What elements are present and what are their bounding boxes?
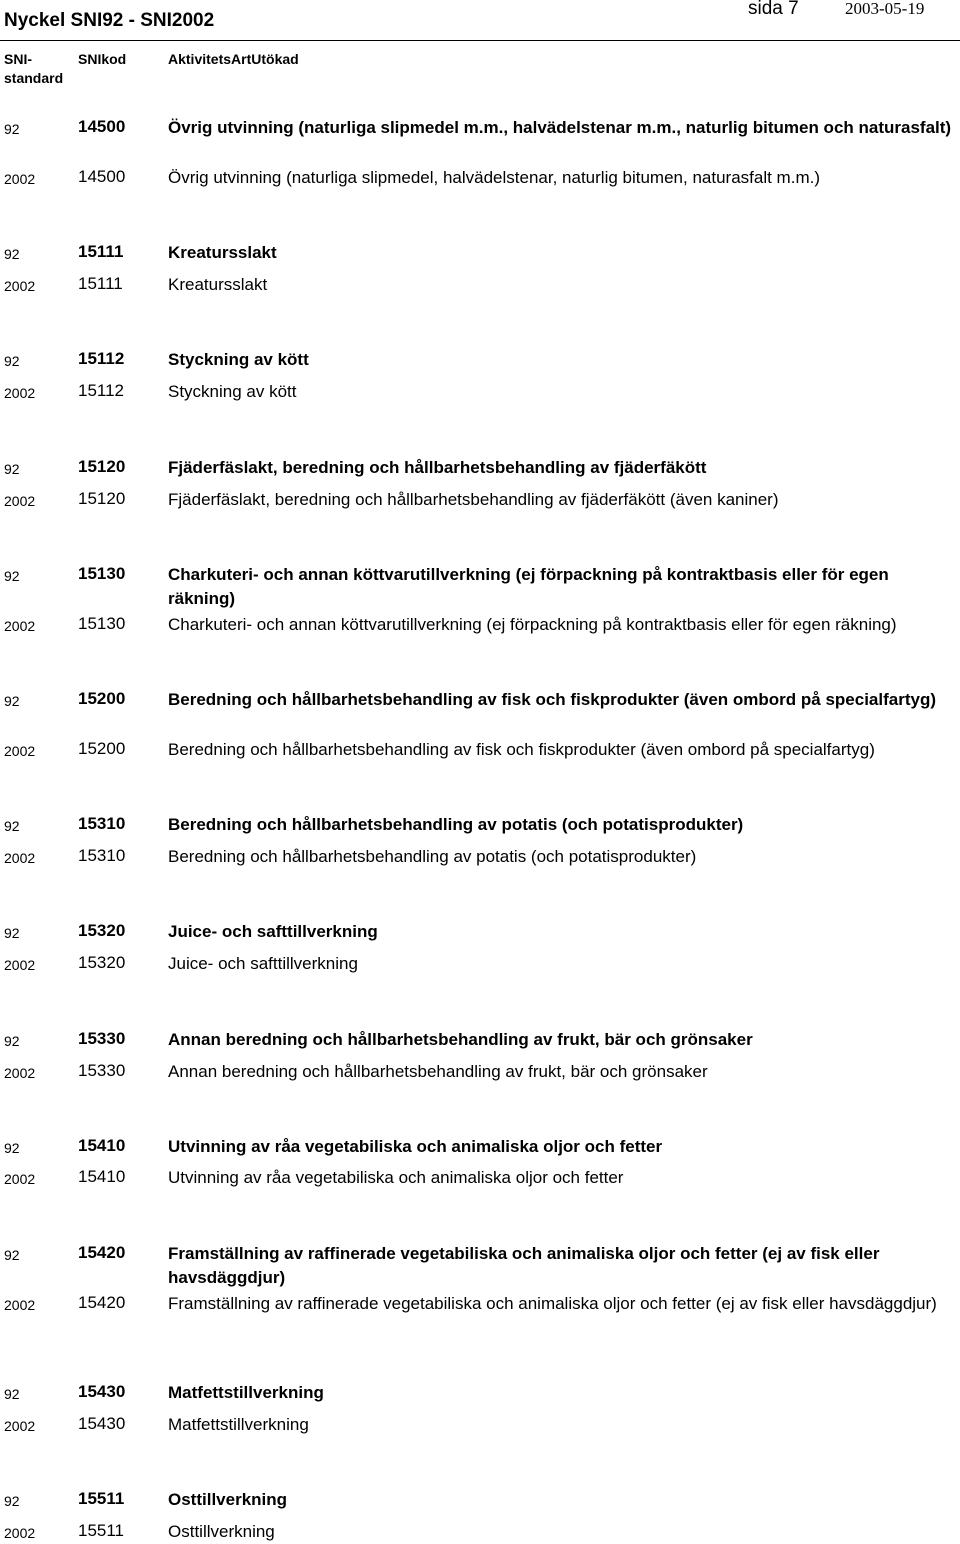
standard-cell: 92 (4, 818, 20, 834)
standard-cell: 2002 (4, 618, 36, 634)
column-header-standard: SNI-standard (4, 51, 64, 86)
standard-cell: 2002 (4, 1065, 36, 1081)
code-cell: 14500 (78, 117, 126, 136)
activity-cell: Framställning av raffinerade vegetabiliska och animaliska oljor och fetter (ej av fisk eller havsdäggdjur) (168, 1244, 880, 1287)
code-cell: 15200 (78, 689, 126, 708)
code-cell: 15130 (78, 614, 126, 633)
standard-cell: 92 (4, 1386, 20, 1402)
standard-cell: 92 (4, 1033, 20, 1049)
standard-cell: 2002 (4, 1171, 36, 1187)
activity-cell: Beredning och hållbarhetsbehandling av fisk och fiskprodukter (även ombord på specialfartyg) (168, 690, 936, 709)
standard-cell: 92 (4, 353, 20, 369)
standard-cell: 92 (4, 246, 20, 262)
standard-cell: 2002 (4, 957, 36, 973)
standard-cell: 2002 (4, 385, 36, 401)
activity-cell: Charkuteri- och annan köttvarutillverkning (ej förpackning på kontraktbasis eller för egen räkning) (168, 565, 889, 608)
activity-cell: Matfettstillverkning (168, 1383, 324, 1402)
code-cell: 15430 (78, 1414, 126, 1433)
standard-cell: 92 (4, 1493, 20, 1509)
document-date: 2003-05-19 (845, 0, 925, 18)
code-cell: 15111 (78, 274, 123, 293)
standard-cell: 92 (4, 461, 20, 477)
activity-cell: Utvinning av råa vegetabiliska och animaliska oljor och fetter (168, 1168, 624, 1187)
document-title: Nyckel SNI92 - SNI2002 (4, 10, 215, 31)
code-cell: 15511 (78, 1521, 125, 1540)
standard-cell: 2002 (4, 493, 36, 509)
standard-cell: 92 (4, 693, 20, 709)
code-cell: 15112 (78, 349, 125, 368)
standard-cell: 2002 (4, 1525, 36, 1541)
standard-cell: 92 (4, 1247, 20, 1263)
activity-cell: Utvinning av råa vegetabiliska och animaliska oljor och fetter (168, 1137, 663, 1156)
code-cell: 15310 (78, 814, 126, 833)
code-cell: 15420 (78, 1243, 126, 1262)
activity-cell: Juice- och safttillverkning (168, 954, 358, 973)
code-cell: 15511 (78, 1489, 125, 1508)
activity-cell: Osttillverkning (168, 1490, 288, 1509)
standard-cell: 92 (4, 1140, 20, 1156)
code-cell: 15320 (78, 921, 126, 940)
column-header-activity: AktivitetsArtUtökad (168, 51, 299, 67)
standard-cell: 2002 (4, 1297, 36, 1313)
standard-cell: 2002 (4, 1418, 36, 1434)
code-cell: 15200 (78, 739, 126, 758)
activity-cell: Annan beredning och hållbarhetsbehandling av frukt, bär och grönsaker (168, 1030, 753, 1049)
activity-cell: Styckning av kött (168, 350, 309, 369)
standard-cell: 2002 (4, 850, 36, 866)
activity-cell: Annan beredning och hållbarhetsbehandling av frukt, bär och grönsaker (168, 1062, 708, 1081)
activity-cell: Beredning och hållbarhetsbehandling av fisk och fiskprodukter (även ombord på specialfartyg) (168, 740, 875, 759)
activity-cell: Framställning av raffinerade vegetabiliska och animaliska oljor och fetter (ej av fisk eller havsdäggdjur) (168, 1294, 937, 1313)
code-cell: 15410 (78, 1167, 126, 1186)
standard-cell: 92 (4, 568, 20, 584)
page-number: sida 7 (748, 0, 799, 19)
code-cell: 15120 (78, 457, 126, 476)
code-cell: 15120 (78, 489, 126, 508)
activity-cell: Fjäderfäslakt, beredning och hållbarhetsbehandling av fjäderfäkött (även kaniner) (168, 490, 779, 509)
code-cell: 15320 (78, 953, 126, 972)
code-cell: 15420 (78, 1293, 126, 1312)
standard-cell: 92 (4, 925, 20, 941)
code-cell: 15130 (78, 564, 126, 583)
code-cell: 15410 (78, 1136, 126, 1155)
activity-cell: Beredning och hållbarhetsbehandling av potatis (och potatisprodukter) (168, 847, 697, 866)
activity-cell: Osttillverkning (168, 1522, 275, 1541)
standard-cell: 2002 (4, 743, 36, 759)
column-header-code: SNIkod (78, 51, 127, 67)
activity-cell: Övrig utvinning (naturliga slipmedel, halvädelstenar, naturlig bitumen, naturasfalt m.m.) (168, 168, 820, 187)
activity-cell: Matfettstillverkning (168, 1415, 309, 1434)
code-cell: 15310 (78, 846, 126, 865)
activity-cell: Juice- och safttillverkning (168, 922, 378, 941)
activity-cell: Beredning och hållbarhetsbehandling av potatis (och potatisprodukter) (168, 815, 744, 834)
activity-cell: Fjäderfäslakt, beredning och hållbarhetsbehandling av fjäderfäkött (168, 458, 707, 477)
code-cell: 15330 (78, 1029, 126, 1048)
code-cell: 15112 (78, 381, 125, 400)
standard-cell: 92 (4, 121, 20, 137)
standard-cell: 2002 (4, 278, 36, 294)
activity-cell: Kreatursslakt (168, 243, 277, 262)
standard-cell: 2002 (4, 171, 36, 187)
activity-cell: Styckning av kött (168, 382, 297, 401)
code-cell: 15430 (78, 1382, 126, 1401)
activity-cell: Charkuteri- och annan köttvarutillverkning (ej förpackning på kontraktbasis eller för egen räkning) (168, 615, 897, 634)
code-cell: 15111 (78, 242, 124, 261)
code-cell: 15330 (78, 1061, 126, 1080)
activity-cell: Övrig utvinning (naturliga slipmedel m.m., halvädelstenar m.m., naturlig bitumen och naturasfalt) (168, 118, 952, 137)
activity-cell: Kreatursslakt (168, 275, 268, 294)
code-cell: 14500 (78, 167, 126, 186)
